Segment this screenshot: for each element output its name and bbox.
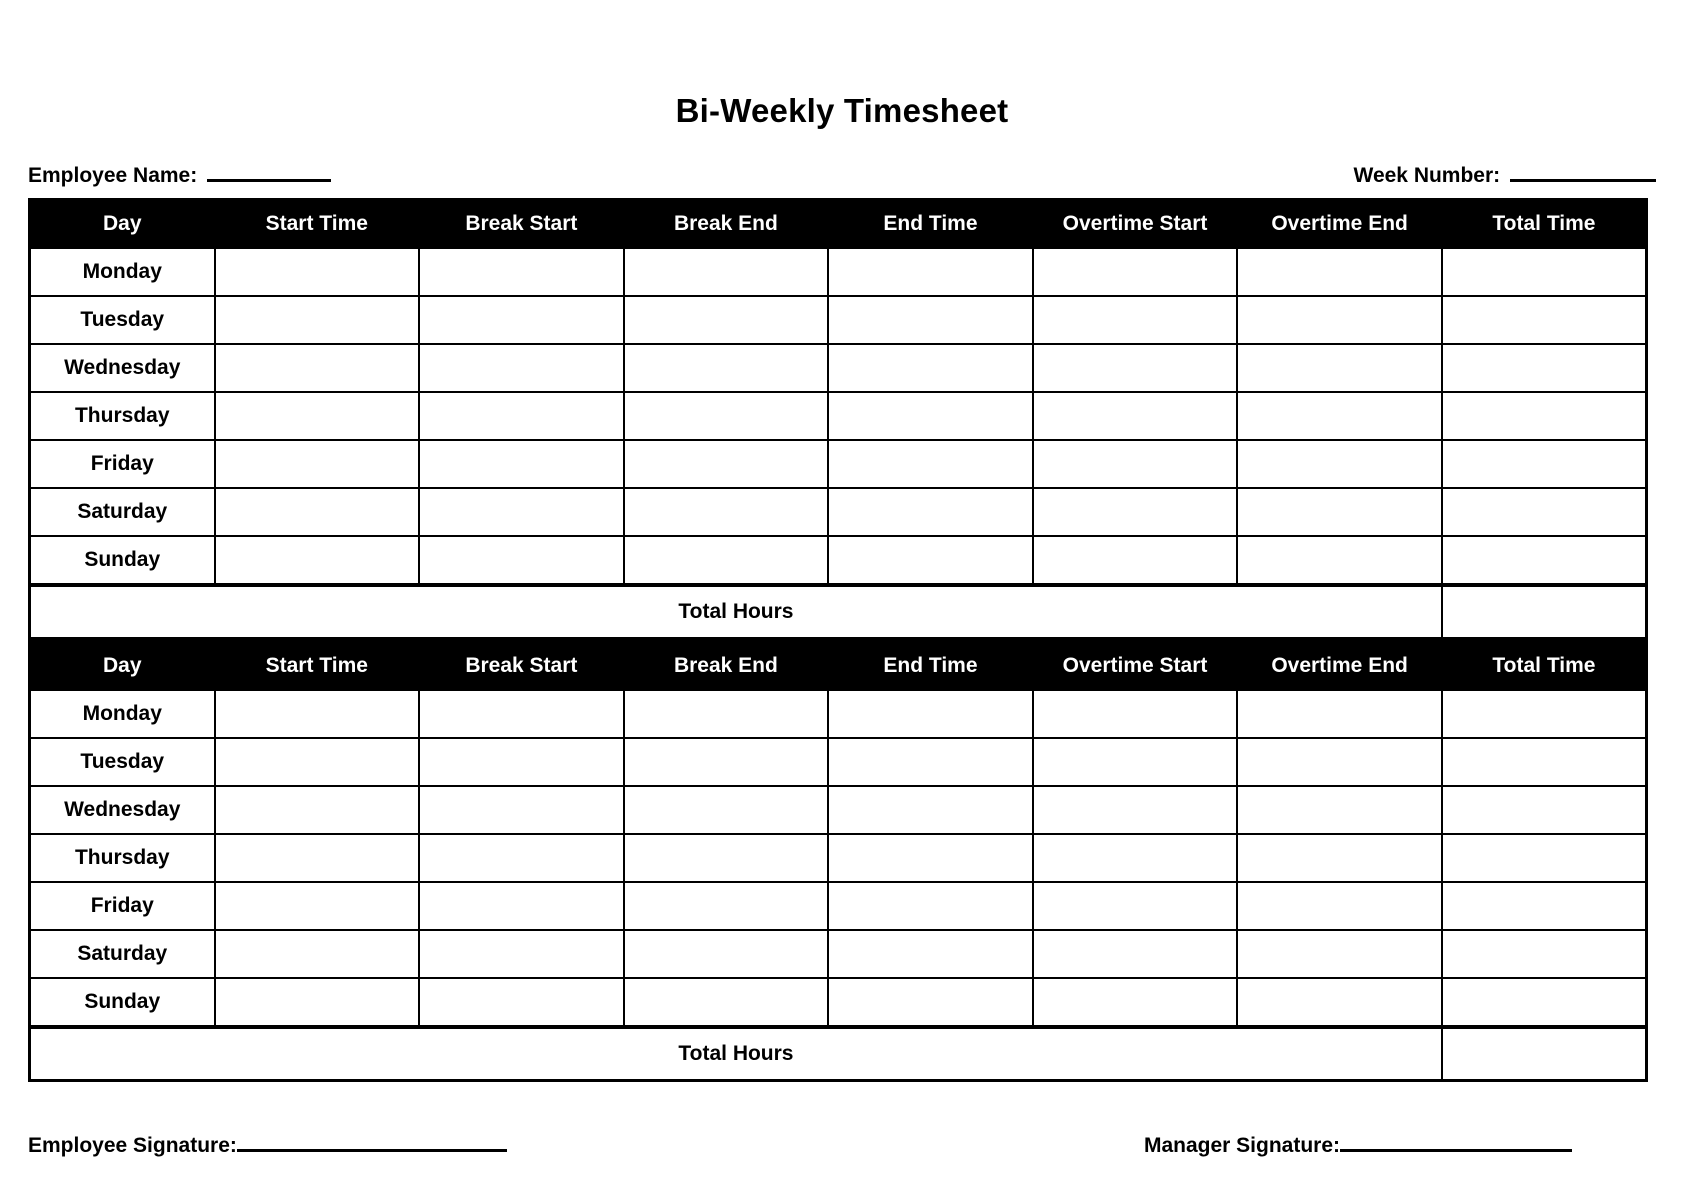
week-1-tuesday-overtime-start-cell[interactable] — [1033, 296, 1238, 344]
week-2-row-saturday — [30, 930, 1647, 978]
week-2-sunday-start-time-cell[interactable] — [215, 978, 420, 1027]
week-2-monday-end-time-cell[interactable] — [828, 690, 1033, 738]
week-2-total-hours-label: Total Hours — [30, 1027, 1442, 1081]
week-2-tuesday-overtime-end-cell[interactable] — [1237, 738, 1442, 786]
week-1-header-row — [30, 200, 1647, 249]
week-2-row-monday — [30, 690, 1647, 738]
week-1-day-label-friday: Friday — [30, 440, 215, 488]
week-1-saturday-break-end-cell[interactable] — [624, 488, 829, 536]
week-number-input[interactable] — [1510, 158, 1656, 182]
week-2-monday-break-start-cell[interactable] — [419, 690, 624, 738]
week-2-column-header-total-time: Total Time — [1442, 642, 1647, 691]
week-1-wednesday-break-start-cell[interactable] — [419, 344, 624, 392]
week-1-column-header-end-time: End Time — [828, 200, 1033, 249]
employee-name-input[interactable] — [207, 158, 331, 182]
week-1-row-saturday — [30, 488, 1647, 536]
week-1-wednesday-total-time-cell[interactable] — [1442, 344, 1647, 392]
employee-signature-input[interactable] — [237, 1128, 507, 1152]
week-1-row-wednesday — [30, 344, 1647, 392]
week-2-tuesday-total-time-cell[interactable] — [1442, 738, 1647, 786]
week-2-column-header-day: Day — [30, 642, 215, 691]
week-2-column-header-break-start: Break Start — [419, 642, 624, 691]
week-2-sunday-overtime-end-cell[interactable] — [1237, 978, 1442, 1027]
week-1-row-thursday — [30, 392, 1647, 440]
week-1-friday-overtime-start-cell[interactable] — [1033, 440, 1238, 488]
week-2-total-hours-row — [30, 1027, 1647, 1081]
week-2-column-header-overtime-end: Overtime End — [1237, 642, 1442, 691]
week-1-total-hours-row — [30, 585, 1647, 639]
week-1-tuesday-start-time-cell[interactable] — [215, 296, 420, 344]
week-2-thursday-overtime-start-cell[interactable] — [1033, 834, 1238, 882]
week-1-day-label-saturday: Saturday — [30, 488, 215, 536]
week-2-thursday-break-end-cell[interactable] — [624, 834, 829, 882]
week-2-saturday-break-start-cell[interactable] — [419, 930, 624, 978]
week-1-wednesday-break-end-cell[interactable] — [624, 344, 829, 392]
week-2-row-sunday — [30, 978, 1647, 1027]
timesheet-table-week-2 — [28, 640, 1648, 1082]
week-1-column-header-day: Day — [30, 200, 215, 249]
week-2-day-label-friday: Friday — [30, 882, 215, 930]
week-1-monday-break-start-cell[interactable] — [419, 248, 624, 296]
week-1-saturday-total-time-cell[interactable] — [1442, 488, 1647, 536]
timesheet-tables — [28, 198, 1684, 1082]
week-1-thursday-break-start-cell[interactable] — [419, 392, 624, 440]
week-2-monday-total-time-cell[interactable] — [1442, 690, 1647, 738]
week-2-day-label-sunday: Sunday — [30, 978, 215, 1027]
week-1-wednesday-start-time-cell[interactable] — [215, 344, 420, 392]
week-1-sunday-start-time-cell[interactable] — [215, 536, 420, 585]
week-2-thursday-overtime-end-cell[interactable] — [1237, 834, 1442, 882]
manager-signature-label: Manager Signature: — [1143, 1134, 1340, 1157]
week-1-monday-overtime-end-cell[interactable] — [1237, 248, 1442, 296]
week-1-total-hours-value-cell[interactable] — [1442, 585, 1647, 639]
week-1-monday-start-time-cell[interactable] — [215, 248, 420, 296]
week-1-thursday-end-time-cell[interactable] — [828, 392, 1033, 440]
week-2-sunday-break-start-cell[interactable] — [419, 978, 624, 1027]
week-1-thursday-overtime-start-cell[interactable] — [1033, 392, 1238, 440]
week-1-monday-break-end-cell[interactable] — [624, 248, 829, 296]
week-2-thursday-break-start-cell[interactable] — [419, 834, 624, 882]
manager-signature-input[interactable] — [1340, 1128, 1572, 1152]
week-2-wednesday-overtime-start-cell[interactable] — [1033, 786, 1238, 834]
week-number-field — [1354, 158, 1649, 188]
week-1-tuesday-end-time-cell[interactable] — [828, 296, 1033, 344]
week-2-row-wednesday — [30, 786, 1647, 834]
week-1-column-header-break-end: Break End — [624, 200, 829, 249]
week-1-thursday-start-time-cell[interactable] — [215, 392, 420, 440]
week-2-wednesday-end-time-cell[interactable] — [828, 786, 1033, 834]
week-2-column-header-end-time: End Time — [828, 642, 1033, 691]
week-1-day-label-monday: Monday — [30, 248, 215, 296]
week-2-row-thursday — [30, 834, 1647, 882]
week-2-monday-start-time-cell[interactable] — [215, 690, 420, 738]
week-2-monday-overtime-start-cell[interactable] — [1033, 690, 1238, 738]
week-2-wednesday-total-time-cell[interactable] — [1442, 786, 1647, 834]
week-2-column-header-start-time: Start Time — [215, 642, 420, 691]
week-2-day-label-saturday: Saturday — [30, 930, 215, 978]
week-2-friday-start-time-cell[interactable] — [215, 882, 420, 930]
header-fields-row — [28, 158, 1648, 188]
week-1-tuesday-total-time-cell[interactable] — [1442, 296, 1647, 344]
week-2-monday-break-end-cell[interactable] — [624, 690, 829, 738]
week-2-thursday-total-time-cell[interactable] — [1442, 834, 1647, 882]
week-2-thursday-end-time-cell[interactable] — [828, 834, 1033, 882]
week-2-header-row — [30, 642, 1647, 691]
week-1-friday-start-time-cell[interactable] — [215, 440, 420, 488]
week-1-saturday-overtime-start-cell[interactable] — [1033, 488, 1238, 536]
week-2-column-header-break-end: Break End — [624, 642, 829, 691]
week-1-total-hours-label: Total Hours — [30, 585, 1442, 639]
employee-signature-label: Employee Signature: — [28, 1134, 237, 1157]
week-2-saturday-start-time-cell[interactable] — [215, 930, 420, 978]
week-1-column-header-break-start: Break Start — [419, 200, 624, 249]
week-2-tuesday-break-end-cell[interactable] — [624, 738, 829, 786]
week-2-thursday-start-time-cell[interactable] — [215, 834, 420, 882]
week-2-friday-overtime-end-cell[interactable] — [1237, 882, 1442, 930]
week-2-wednesday-break-start-cell[interactable] — [419, 786, 624, 834]
week-2-sunday-overtime-start-cell[interactable] — [1033, 978, 1238, 1027]
week-2-saturday-total-time-cell[interactable] — [1442, 930, 1647, 978]
employee-signature-field — [28, 1128, 507, 1158]
week-1-tuesday-break-end-cell[interactable] — [624, 296, 829, 344]
week-1-tuesday-break-start-cell[interactable] — [419, 296, 624, 344]
week-1-sunday-total-time-cell[interactable] — [1442, 536, 1647, 585]
week-1-thursday-overtime-end-cell[interactable] — [1237, 392, 1442, 440]
week-2-day-label-tuesday: Tuesday — [30, 738, 215, 786]
week-2-wednesday-break-end-cell[interactable] — [624, 786, 829, 834]
week-1-row-friday — [30, 440, 1647, 488]
week-1-saturday-overtime-end-cell[interactable] — [1237, 488, 1442, 536]
week-1-column-header-start-time: Start Time — [215, 200, 420, 249]
manager-signature-field — [1144, 1128, 1572, 1158]
week-2-row-friday — [30, 882, 1647, 930]
employee-name-label: Employee Name: — [28, 164, 198, 187]
week-number-label: Week Number: — [1353, 164, 1501, 187]
week-2-friday-break-end-cell[interactable] — [624, 882, 829, 930]
week-2-saturday-break-end-cell[interactable] — [624, 930, 829, 978]
week-1-monday-overtime-start-cell[interactable] — [1033, 248, 1238, 296]
week-2-tuesday-overtime-start-cell[interactable] — [1033, 738, 1238, 786]
week-2-saturday-overtime-end-cell[interactable] — [1237, 930, 1442, 978]
week-2-saturday-end-time-cell[interactable] — [828, 930, 1033, 978]
week-1-sunday-break-start-cell[interactable] — [419, 536, 624, 585]
week-2-day-label-monday: Monday — [30, 690, 215, 738]
week-1-saturday-start-time-cell[interactable] — [215, 488, 420, 536]
timesheet-table-week-1 — [28, 198, 1648, 640]
week-1-friday-break-end-cell[interactable] — [624, 440, 829, 488]
week-1-column-header-overtime-end: Overtime End — [1237, 200, 1442, 249]
week-1-tuesday-overtime-end-cell[interactable] — [1237, 296, 1442, 344]
week-1-row-sunday — [30, 536, 1647, 585]
week-2-tuesday-start-time-cell[interactable] — [215, 738, 420, 786]
week-1-day-label-wednesday: Wednesday — [30, 344, 215, 392]
week-1-thursday-break-end-cell[interactable] — [624, 392, 829, 440]
week-2-sunday-break-end-cell[interactable] — [624, 978, 829, 1027]
week-1-column-header-total-time: Total Time — [1442, 200, 1647, 249]
week-2-sunday-total-time-cell[interactable] — [1442, 978, 1647, 1027]
week-1-row-monday — [30, 248, 1647, 296]
week-1-sunday-break-end-cell[interactable] — [624, 536, 829, 585]
week-2-tuesday-end-time-cell[interactable] — [828, 738, 1033, 786]
week-1-sunday-overtime-start-cell[interactable] — [1033, 536, 1238, 585]
week-1-friday-total-time-cell[interactable] — [1442, 440, 1647, 488]
week-2-friday-overtime-start-cell[interactable] — [1033, 882, 1238, 930]
week-2-sunday-end-time-cell[interactable] — [828, 978, 1033, 1027]
week-2-day-label-thursday: Thursday — [30, 834, 215, 882]
week-1-sunday-end-time-cell[interactable] — [828, 536, 1033, 585]
week-1-day-label-sunday: Sunday — [30, 536, 215, 585]
week-1-monday-end-time-cell[interactable] — [828, 248, 1033, 296]
week-2-wednesday-start-time-cell[interactable] — [215, 786, 420, 834]
week-2-saturday-overtime-start-cell[interactable] — [1033, 930, 1238, 978]
week-2-column-header-overtime-start: Overtime Start — [1033, 642, 1238, 691]
week-1-thursday-total-time-cell[interactable] — [1442, 392, 1647, 440]
week-2-wednesday-overtime-end-cell[interactable] — [1237, 786, 1442, 834]
week-1-monday-total-time-cell[interactable] — [1442, 248, 1647, 296]
week-1-sunday-overtime-end-cell[interactable] — [1237, 536, 1442, 585]
week-2-total-hours-value-cell[interactable] — [1442, 1027, 1647, 1081]
week-1-wednesday-overtime-start-cell[interactable] — [1033, 344, 1238, 392]
employee-name-field — [28, 158, 331, 188]
week-1-column-header-overtime-start: Overtime Start — [1033, 200, 1238, 249]
week-1-wednesday-overtime-end-cell[interactable] — [1237, 344, 1442, 392]
week-1-day-label-tuesday: Tuesday — [30, 296, 215, 344]
page-title: Bi-Weekly Timesheet — [675, 92, 1009, 129]
signature-row — [28, 1128, 1572, 1158]
week-1-wednesday-end-time-cell[interactable] — [828, 344, 1033, 392]
week-2-tuesday-break-start-cell[interactable] — [419, 738, 624, 786]
week-2-monday-overtime-end-cell[interactable] — [1237, 690, 1442, 738]
week-2-friday-total-time-cell[interactable] — [1442, 882, 1647, 930]
week-1-friday-end-time-cell[interactable] — [828, 440, 1033, 488]
week-1-friday-break-start-cell[interactable] — [419, 440, 624, 488]
week-2-day-label-wednesday: Wednesday — [30, 786, 215, 834]
week-2-friday-end-time-cell[interactable] — [828, 882, 1033, 930]
week-1-friday-overtime-end-cell[interactable] — [1237, 440, 1442, 488]
week-1-day-label-thursday: Thursday — [30, 392, 215, 440]
week-1-saturday-end-time-cell[interactable] — [828, 488, 1033, 536]
week-1-row-tuesday — [30, 296, 1647, 344]
week-2-friday-break-start-cell[interactable] — [419, 882, 624, 930]
week-2-row-tuesday — [30, 738, 1647, 786]
week-1-saturday-break-start-cell[interactable] — [419, 488, 624, 536]
